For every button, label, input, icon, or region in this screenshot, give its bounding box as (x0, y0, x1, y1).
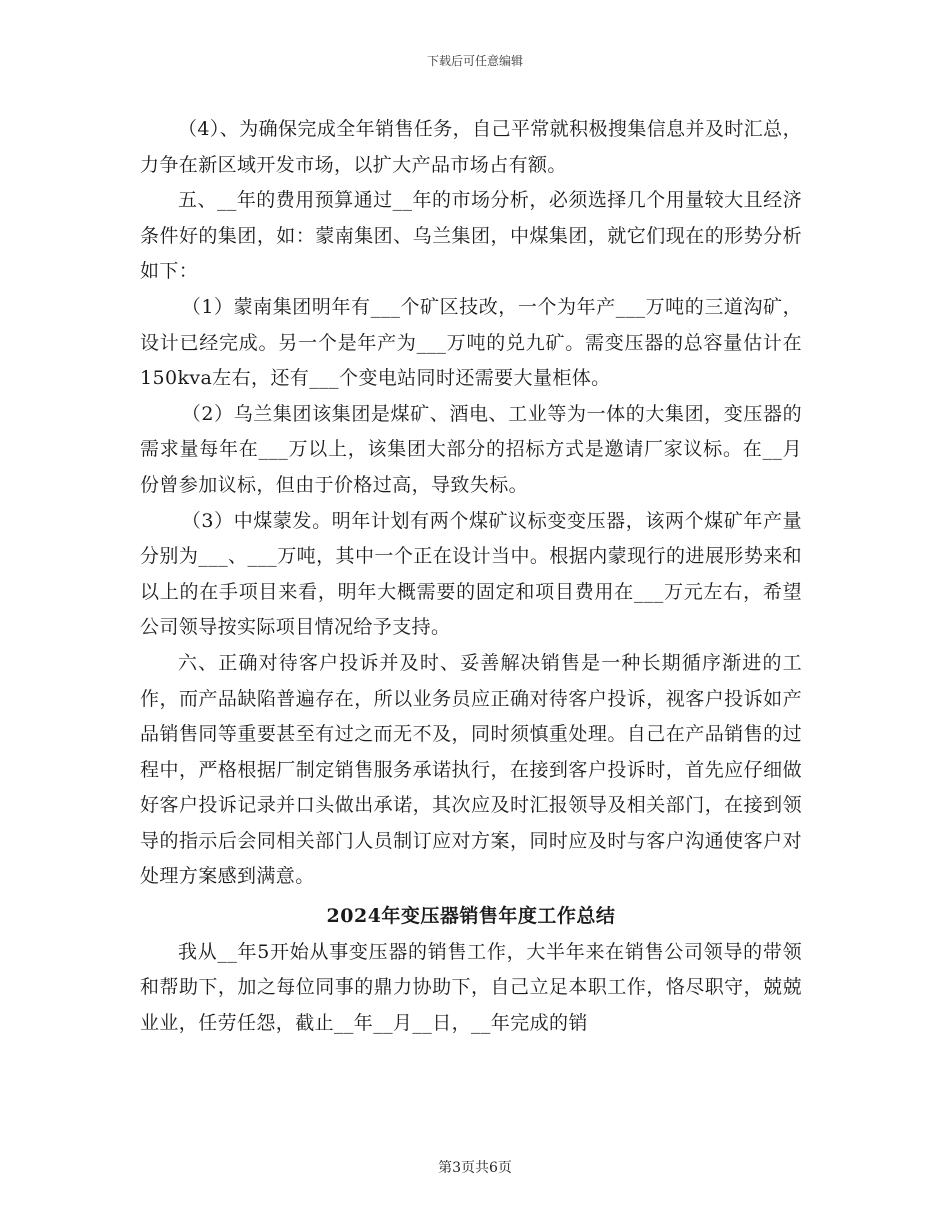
paragraph-mengnan-group: （1）蒙南集团明年有___个矿区技改，一个为年产___万吨的三道沟矿，设计已经完成。另一个是年产为___万吨的兑九矿。需变压器的总容量估计在150kva左右，还有___个变电站同时还需要大量柜体。 (140, 295, 802, 390)
paragraph-budget: 五、__年的费用预算通过__年的市场分析，必须选择几个用量较大且经济条件好的集团，如：蒙南集团、乌兰集团，中煤集团，就它们现在的形势分析如下： (140, 189, 802, 283)
paragraph-zhongmei-mengfa: （3）中煤蒙发。明年计划有两个煤矿议标变变压器，该两个煤矿年产量分别为___、___万吨，其中一个正在设计当中。根据内蒙现行的进展形势来和以上的在手项目来看，明年大概需要的固定和项目费用在___万元左右，希望公司领导按实际项目情况给予支持。 (140, 509, 802, 639)
document-body (140, 112, 802, 1041)
section-title: 2024年变压器销售年度工作总结 (326, 905, 616, 928)
page-header: 下载后可任意编辑 (426, 54, 523, 68)
page-number: 第3页共6页 (438, 1160, 512, 1176)
paragraph-task-assurance: （4）、为确保完成全年销售任务，自己平常就积极搜集信息并及时汇总，力争在新区域开发市场，以扩大产品市场占有额。 (140, 118, 802, 176)
paragraph-wulan-group: （2）乌兰集团该集团是煤矿、酒电、工业等为一体的大集团，变压器的需求量每年在___万以上，该集团大部分的招标方式是邀请厂家议标。在__月份曾参加议标，但由于价格过高，导致失标。 (140, 402, 802, 496)
paragraph-summary-intro: 我从__年5开始从事变压器的销售工作，大半年来在销售公司领导的带领和帮助下，加之每位同事的鼎力协助下，自己立足本职工作，恪尽职守，兢兢业业，任劳任怨，截止__年__月__日，__年完成的销 (140, 940, 802, 1034)
paragraph-complaints: 六、正确对待客户投诉并及时、妥善解决销售是一种长期循序渐进的工作，而产品缺陷普遍存在，所以业务员应正确对待客户投诉，视客户投诉如产品销售同等重要甚至有过之而无不及，同时须慎重处理。自己在产品销售的过程中，严格根据厂制定销售服务承诺执行，在接到客户投诉时，首先应仔细做好客户投诉记录并口头做出承诺，其次应及时汇报领导及相关部门，在接到领导的指示后会同相关部门人员制订应对方案，同时应及时与客户沟通使客户对处理方案感到满意。 (140, 651, 802, 888)
